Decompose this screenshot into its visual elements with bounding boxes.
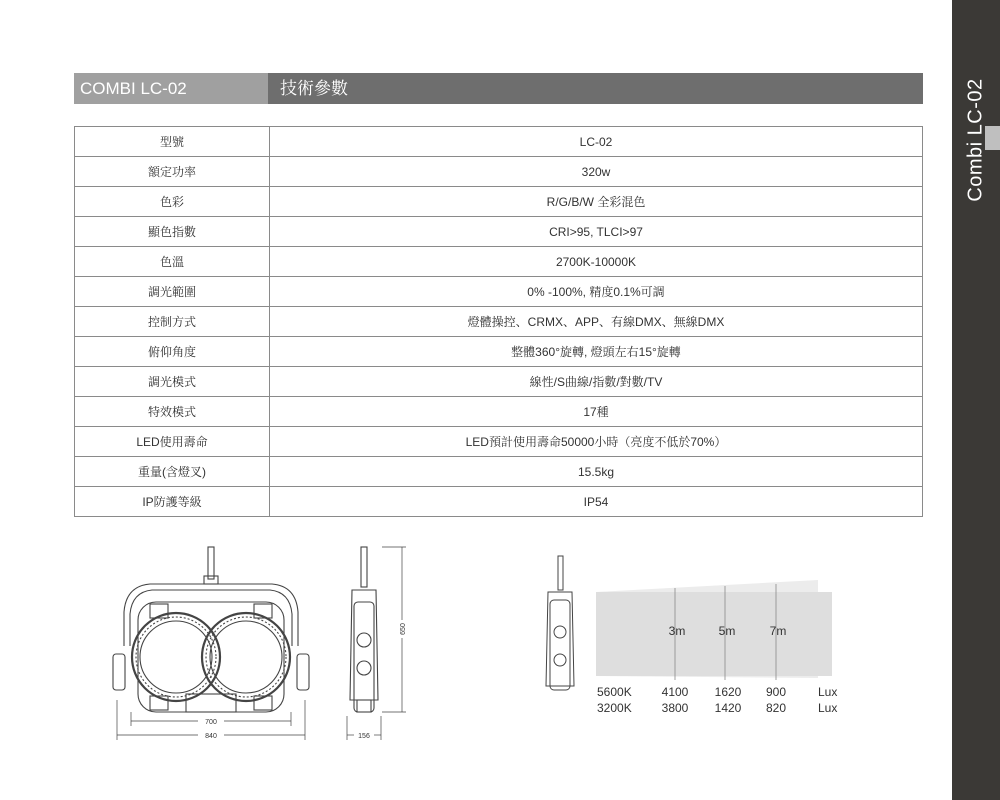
photo-handle: [558, 556, 563, 590]
front-left-lens-ring: [136, 617, 216, 697]
front-handle: [208, 547, 214, 579]
side-handle: [361, 547, 367, 587]
side-housing: [354, 602, 374, 712]
side-knob: [357, 633, 371, 647]
spec-label: 調光範圍: [75, 277, 270, 307]
distance-label-3m: 3m: [668, 624, 686, 638]
front-right-knob: [297, 654, 309, 690]
photometric-table: [597, 685, 837, 715]
front-left-lens-rim: [132, 613, 220, 701]
spec-label: 調光模式: [75, 367, 270, 397]
spec-value: IP54: [270, 487, 923, 517]
lux-unit: Lux: [818, 701, 838, 715]
lux-value: 3800: [661, 701, 689, 715]
spec-label: 重量(含燈叉): [75, 457, 270, 487]
spec-label: 色溫: [75, 247, 270, 277]
spec-value: 17種: [270, 397, 923, 427]
front-view-drawing: [113, 547, 309, 740]
dim-inner-width-label: 700: [205, 719, 217, 726]
spec-value: 2700K-10000K: [270, 247, 923, 277]
spec-value: R/G/B/W 全彩混色: [270, 187, 923, 217]
photo-knob: [554, 654, 566, 666]
spec-label: 顯色指數: [75, 217, 270, 247]
lux-value: 820: [765, 701, 787, 715]
spec-label: 特效模式: [75, 397, 270, 427]
lux-unit: Lux: [818, 685, 838, 699]
header-section-title: 技術參數: [268, 73, 923, 104]
front-right-lens-rim: [202, 613, 290, 701]
spec-value: 燈體操控、CRMX、APP、有線DMX、無線DMX: [270, 307, 923, 337]
spec-label: 型號: [75, 127, 270, 157]
photometric-light-side-view: [546, 556, 574, 690]
distance-label-5m: 5m: [718, 624, 736, 638]
side-foot: [357, 700, 371, 712]
spec-value: 15.5kg: [270, 457, 923, 487]
front-left-knob: [113, 654, 125, 690]
photo-knob: [554, 626, 566, 638]
lux-value: 1420: [714, 701, 742, 715]
front-handle-base: [204, 576, 218, 584]
distance-label-7m: 7m: [769, 624, 787, 638]
lux-value: 4100: [661, 685, 689, 699]
dim-outer-width-label: 840: [205, 733, 217, 740]
cct-3200k: 3200K: [597, 701, 632, 715]
spec-value: LED預計使用壽命50000小時（亮度不低於70%）: [270, 427, 923, 457]
photo-housing: [550, 600, 570, 690]
spec-value: LC-02: [270, 127, 923, 157]
beam-spread: [596, 592, 832, 676]
header-model: COMBI LC-02: [74, 73, 268, 104]
spec-label: 額定功率: [75, 157, 270, 187]
side-knob: [357, 661, 371, 675]
spec-value: 整體360°旋轉, 燈頭左右15°旋轉: [270, 337, 923, 367]
spec-label: 色彩: [75, 187, 270, 217]
spec-value: 320w: [270, 157, 923, 187]
lux-value: 900: [765, 685, 787, 699]
sidebar-title: Combi LC-02: [964, 78, 987, 202]
spec-value: 0% -100%, 精度0.1%可調: [270, 277, 923, 307]
cct-5600k: 5600K: [597, 685, 632, 699]
spec-label: 俯仰角度: [75, 337, 270, 367]
spec-value: 線性/S曲線/指數/對數/TV: [270, 367, 923, 397]
dim-height-label: 650: [400, 623, 407, 635]
side-view-drawing: [347, 547, 406, 740]
front-right-lens-ring: [206, 617, 286, 697]
dim-depth-label: 156: [358, 733, 370, 740]
lux-value: 1620: [714, 685, 742, 699]
spec-label: LED使用壽命: [75, 427, 270, 457]
spec-value: CRI>95, TLCI>97: [270, 217, 923, 247]
photometric-diagram: [546, 556, 832, 690]
spec-label: 控制方式: [75, 307, 270, 337]
spec-label: IP防護等級: [75, 487, 270, 517]
